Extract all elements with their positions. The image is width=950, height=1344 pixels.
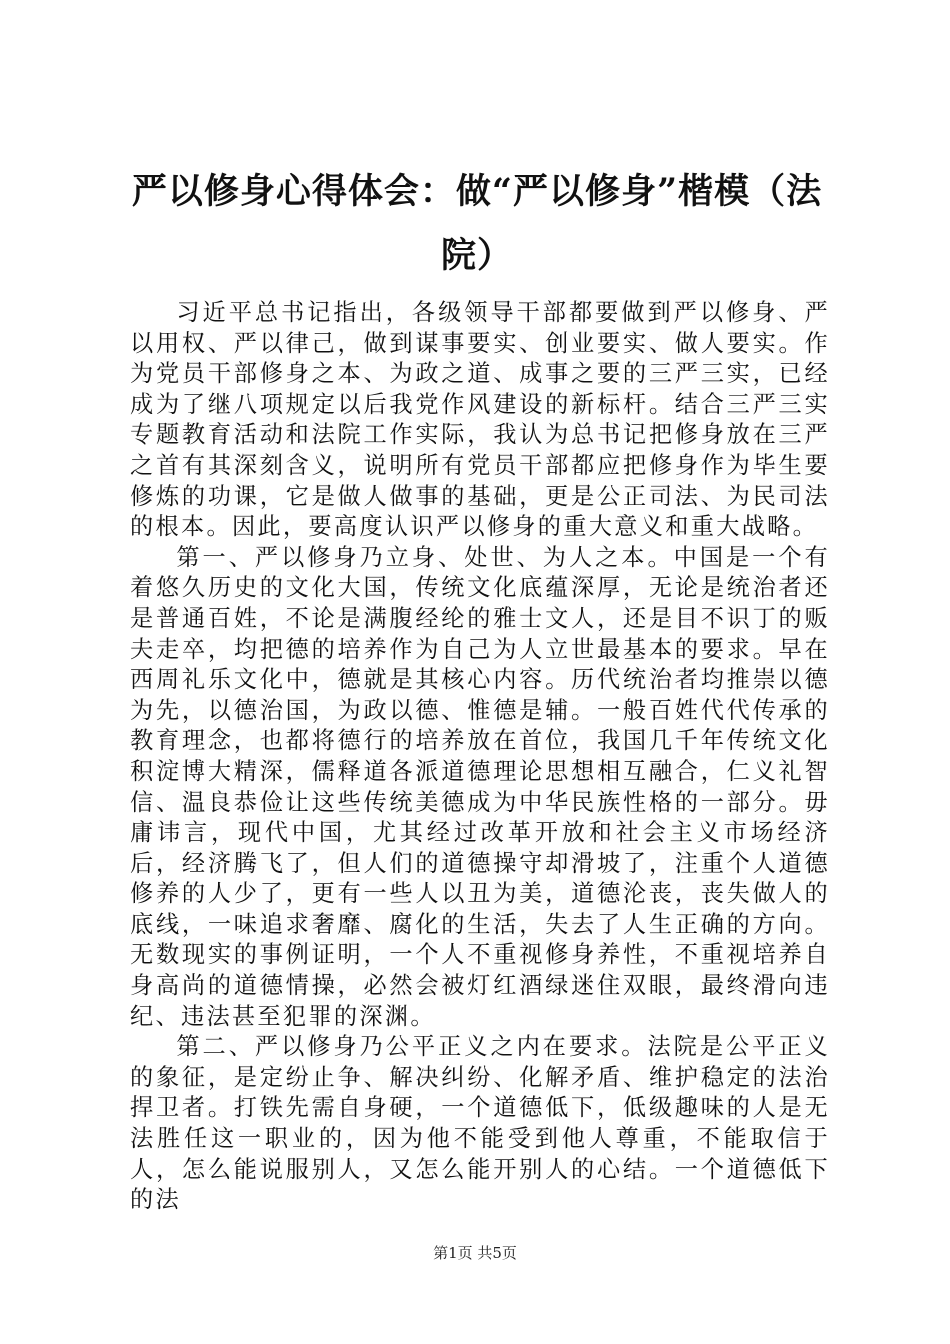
page-number-footer: 第1页 共5页: [433, 1244, 517, 1262]
paragraph-intro: 习近平总书记指出，各级领导干部都要做到严以修身、严以用权、严以律己，做到谋事要实、创业要实、做人要实。作为党员干部修身之本、为政之道、成事之要的三严三实，已经成为了继八项规定以后我党作风建设的新标杆。结合三严三实专题教育活动和法院工作实际，我认为总书记把修身放在三严之首有其深刻含义，说明所有党员干部都应把修身作为毕生要修炼的功课，它是做人做事的基础，更是公正司法、为民司法的根本。因此，要高度认识严以修身的重大意义和重大战略。: [130, 299, 830, 541]
document-body: [130, 298, 830, 1216]
document-title: 严以修身心得体会：做“严以修身”楷模（法院）: [131, 171, 823, 276]
paragraph-second-point: 第二、严以修身乃公平正义之内在要求。法院是公平正义的象征，是定纷止争、解决纠纷、化解矛盾、维护稳定的法治捍卫者。打铁先需自身硬，一个道德低下，低级趣味的人是无法胜任这一职业的，因为他不能受到他人尊重，不能取信于人，怎么能说服别人，又怎么能开别人的心结。一个道德低下的法: [130, 1033, 830, 1214]
paragraph-first-point: 第一、严以修身乃立身、处世、为人之本。中国是一个有着悠久历史的文化大国，传统文化底蕴深厚，无论是统治者还是普通百姓，不论是满腹经纶的雅士文人，还是目不识丁的贩夫走卒，均把德的培养作为自己为人立世最基本的要求。早在西周礼乐文化中，德就是其核心内容。历代统治者均推崇以德为先，以德治国，为政以德、惟德是辅。一般百姓代代传承的教育理念，也都将德行的培养放在首位，我国几千年传统文化积淀博大精深，儒释道各派道德理论思想相互融合，仁义礼智信、温良恭俭让这些传统美德成为中华民族性格的一部分。毋庸讳言，现代中国，尤其经过改革开放和社会主义市场经济后，经济腾飞了，但人们的道德操守却滑坡了，注重个人道德修养的人少了，更有一些人以丑为美，道德沦丧，丧失做人的底线，一味追求奢靡、腐化的生活，失去了人生正确的方向。无数现实的事例证明，一个人不重视修身养性，不重视培养自身高尚的道德情操，必然会被灯红酒绿迷住双眼，最终滑向违纪、违法甚至犯罪的深渊。: [130, 543, 830, 1030]
